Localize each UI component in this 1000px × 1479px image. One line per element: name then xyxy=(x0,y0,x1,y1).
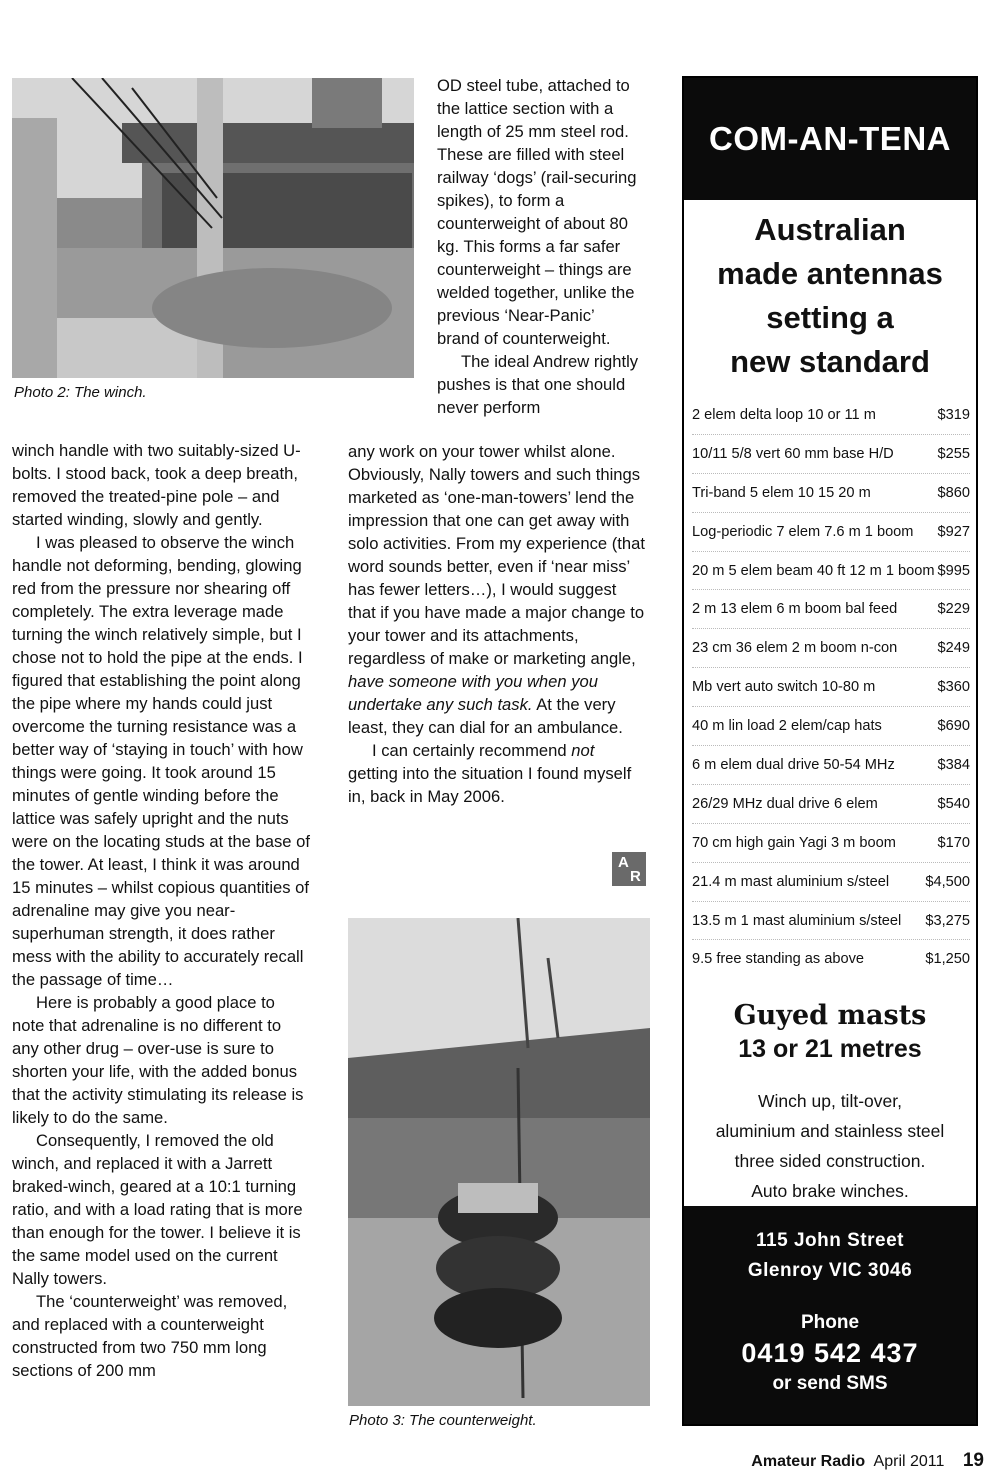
page-footer xyxy=(751,1450,984,1472)
item-price: $995 xyxy=(937,562,970,579)
price-row xyxy=(692,629,970,668)
item-price: $927 xyxy=(937,523,970,540)
item-price: $170 xyxy=(937,834,970,851)
price-row xyxy=(692,863,970,902)
item-name: Mb vert auto switch 10-80 m xyxy=(692,679,876,696)
article-col2-top xyxy=(437,74,641,419)
paragraph: The ideal Andrew rightly pushes is that one should never perform xyxy=(437,352,639,417)
logo-letter: A xyxy=(618,854,629,871)
price-list xyxy=(692,396,970,978)
feature-line: three sided construction. xyxy=(734,1151,926,1172)
item-name: 23 cm 36 elem 2 m boom n-con xyxy=(692,640,898,657)
item-name: 2 elem delta loop 10 or 11 m xyxy=(692,406,876,423)
article-col1 xyxy=(12,439,310,1382)
item-price: $3,275 xyxy=(925,912,970,929)
feature-line: Auto brake winches. xyxy=(751,1181,909,1202)
photo2-caption: Photo 2: The winch. xyxy=(14,384,147,401)
item-price: $4,500 xyxy=(925,873,970,890)
price-row xyxy=(692,902,970,941)
text-run: I can certainly recommend xyxy=(372,741,567,760)
address-line: Glenroy VIC 3046 xyxy=(747,1260,913,1281)
item-price: $249 xyxy=(937,640,970,657)
item-name: 13.5 m 1 mast aluminium s/steel xyxy=(692,912,902,929)
item-name: 20 m 5 elem beam 40 ft 12 m 1 boom xyxy=(692,562,935,579)
paragraph: winch handle with two suitably-sized U-bolts. I stood back, took a deep breath, removed the treated-pine pole – and started winding, slowly and gently. xyxy=(12,441,301,529)
text-run: getting into the situation I found myself in, back in May 2006. xyxy=(348,764,632,806)
price-row xyxy=(692,396,970,435)
phone-number: 0419 542 437 xyxy=(741,1338,919,1368)
tagline-line: setting a xyxy=(766,300,894,335)
emphasis-text: not xyxy=(571,741,595,760)
item-price: $690 xyxy=(937,718,970,735)
paragraph: Here is probably a good place to note that adrenaline is no different to any other drug – over-use is sure to shorten your life, with the added bonus that the activity stimulating its release is likely to do the same. xyxy=(12,993,304,1127)
article-col2-mid xyxy=(348,440,648,808)
item-price: $860 xyxy=(937,484,970,501)
ad-tagline xyxy=(684,208,976,384)
item-name: 21.4 m mast aluminium s/steel xyxy=(692,873,890,890)
photo-counterweight xyxy=(348,918,650,1406)
ad-features xyxy=(684,1086,976,1206)
item-name: 6 m elem dual drive 50-54 MHz xyxy=(692,756,895,773)
ad-brand: COM-AN-TENA xyxy=(684,78,976,200)
ad-address xyxy=(684,1226,976,1286)
page-number: 19 xyxy=(962,1450,984,1471)
item-price: $255 xyxy=(937,445,970,462)
paragraph xyxy=(348,440,648,739)
price-row xyxy=(692,824,970,863)
item-name: 9.5 free standing as above xyxy=(692,951,865,968)
phone-label: Phone xyxy=(800,1312,860,1333)
item-price: $360 xyxy=(937,679,970,696)
photo3-caption: Photo 3: The counterweight. xyxy=(349,1412,537,1429)
issue-date: April 2011 xyxy=(873,1453,945,1470)
price-row xyxy=(692,668,970,707)
price-row xyxy=(692,552,970,591)
paragraph: The ‘counterweight’ was removed, and replaced with a counterweight constructed from two 750 mm long sections of 200 mm xyxy=(12,1292,288,1380)
price-row xyxy=(692,785,970,824)
logo-letter: R xyxy=(630,868,641,885)
item-price: $1,250 xyxy=(925,951,970,968)
item-name: Tri-band 5 elem 10 15 20 m xyxy=(692,484,871,501)
tagline-line: new standard xyxy=(730,344,930,379)
ar-logo-icon xyxy=(612,852,646,886)
sms-note: or send SMS xyxy=(772,1373,888,1394)
price-row xyxy=(692,707,970,746)
item-price: $319 xyxy=(937,406,970,423)
item-price: $229 xyxy=(937,601,970,618)
magazine-name: Amateur Radio xyxy=(751,1453,866,1470)
item-name: 2 m 13 elem 6 m boom bal feed xyxy=(692,601,898,618)
item-name: 10/11 5/8 vert 60 mm base H/D xyxy=(692,445,894,462)
item-price: $384 xyxy=(937,756,970,773)
paragraph: Consequently, I removed the old winch, and replaced it with a Jarrett braked-winch, geared at a 10:1 turning ratio, and with a load rating that is more than enough for the tower. I believe it is the same model used on the current Nally towers. xyxy=(12,1131,303,1288)
tagline-line: made antennas xyxy=(717,256,943,291)
item-name: 40 m lin load 2 elem/cap hats xyxy=(692,718,882,735)
ad-contact xyxy=(684,1206,976,1424)
tagline-line: Australian xyxy=(754,212,906,247)
photo-winch xyxy=(12,78,414,378)
price-row xyxy=(692,940,970,978)
paragraph: I was pleased to observe the winch handle not deforming, bending, glowing red from the pressure nor shearing off completely. The extra leverage made turning the winch relatively simple, but I chose not to hold the pipe at the ends. I figured that establishing the point along the pipe where my hands could just overcome the turning resistance was a better way of ‘staying in touch’ with how things were going. It took around 15 minutes of gentle winding before the lattice was safely upright and the nuts were on the locating studs at the base of the tower. At least, I think it was around 15 minutes – whilst copious quantities of adrenaline may give you near-superhuman strength, it does rather mess with the ability to accurately recall the passage of time… xyxy=(12,533,310,989)
feature-line: aluminium and stainless steel xyxy=(715,1121,945,1142)
feature-line: Winch up, tilt-over, xyxy=(758,1091,902,1112)
price-row xyxy=(692,513,970,552)
emphasis-text: have someone with you when you undertake any such task. xyxy=(348,672,598,714)
paragraph: OD steel tube, attached to the lattice section with a length of 25 mm steel rod. These are filled with steel railway ‘dogs’ (rail-securing spikes), to form a counterweight of about 80 kg. This forms a far safer counterweight – things are welded together, unlike the previous ‘Near-Panic’ brand of counterweight. xyxy=(437,76,637,348)
item-name: 26/29 MHz dual drive 6 elem xyxy=(692,795,878,812)
text-run: At the very least, they can dial for an ambulance. xyxy=(348,695,623,737)
guyed-masts-title: Guyed masts xyxy=(733,1000,927,1032)
price-row xyxy=(692,435,970,474)
price-row xyxy=(692,590,970,629)
item-price: $540 xyxy=(937,795,970,812)
item-name: Log-periodic 7 elem 7.6 m 1 boom xyxy=(692,523,914,540)
paragraph xyxy=(348,739,648,808)
guyed-masts-subtitle: 13 or 21 metres xyxy=(738,1035,922,1064)
com-an-tena-advertisement xyxy=(682,76,978,1426)
price-row xyxy=(692,746,970,785)
price-row xyxy=(692,474,970,513)
text-run: any work on your tower whilst alone. Obviously, Nally towers and such things marketed as ‘one-man-towers’ lend the impression that one can get away with solo activities. From my experience (that word sounds better, even if ‘near miss’ has fewer letters…), I would suggest that if you have made a major change to your tower and its attachments, regardless of make or marketing angle, xyxy=(348,442,645,668)
address-line: 115 John Street xyxy=(756,1230,904,1251)
item-name: 70 cm high gain Yagi 3 m boom xyxy=(692,834,896,851)
